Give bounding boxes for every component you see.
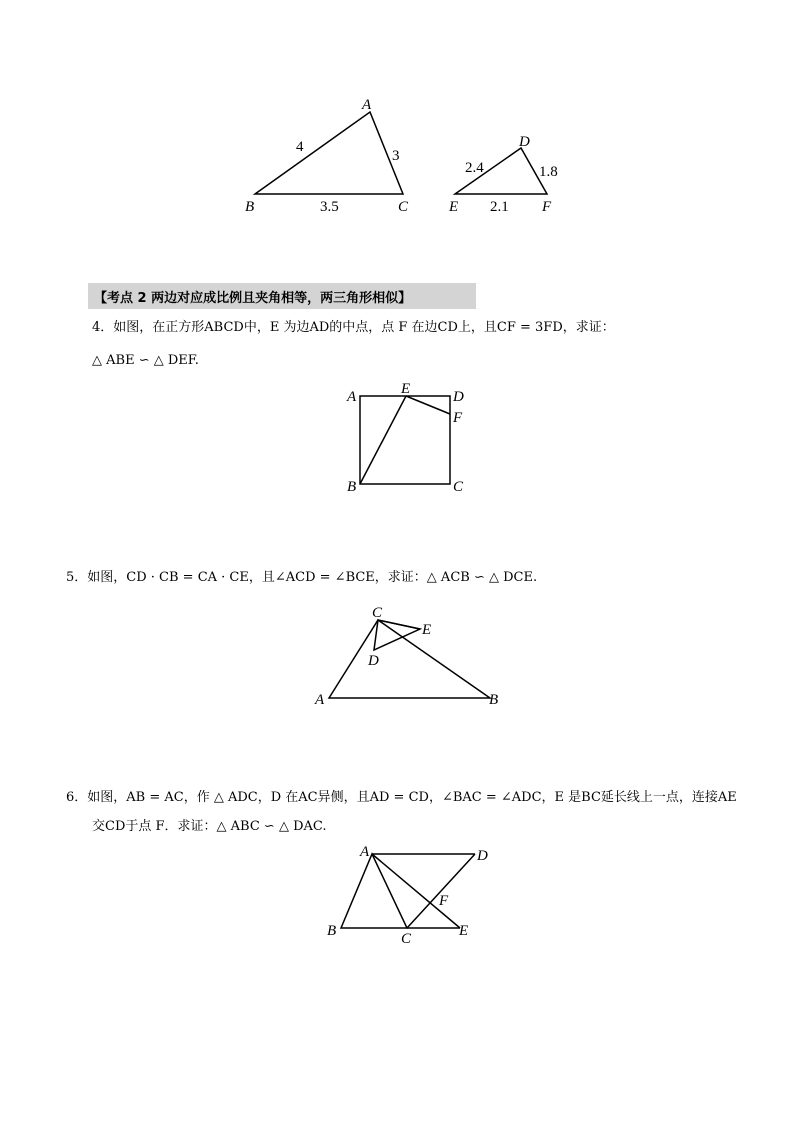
side-df-length: 1.8 xyxy=(539,164,558,180)
label-d: D xyxy=(453,389,464,405)
side-ef-length: 2.1 xyxy=(490,199,509,215)
label-a: A xyxy=(360,844,370,860)
label-f: F xyxy=(453,410,463,426)
label-c: C xyxy=(398,199,409,215)
figure-triangles-abc-dac xyxy=(320,840,490,950)
label-e: E xyxy=(422,622,432,638)
label-a: A xyxy=(315,692,325,708)
segment-ef xyxy=(406,396,450,414)
label-d: D xyxy=(519,134,530,150)
label-e: E xyxy=(449,199,459,215)
triangle-abc xyxy=(255,112,403,194)
label-c: C xyxy=(453,479,464,495)
label-c: C xyxy=(372,605,383,621)
label-b: B xyxy=(245,199,255,215)
label-d: D xyxy=(477,848,488,864)
problem-6-text-line2: 交CD于点 F．求证：△ ABC ∽ △ DAC. xyxy=(92,819,327,834)
label-d: D xyxy=(368,653,379,669)
segment-be xyxy=(360,396,406,484)
side-de-length: 2.4 xyxy=(465,160,484,176)
figure-triangle-acb xyxy=(310,600,520,710)
label-f: F xyxy=(439,893,449,909)
label-e: E xyxy=(401,381,411,397)
label-a: A xyxy=(347,389,357,405)
section-header-kaodian-2 xyxy=(88,283,476,309)
segment-cd xyxy=(407,854,475,928)
problem-4-text-line1: 4．如图，在正方形ABCD中，E 为边AD的中点，点 F 在边CD上，且CF = 3FD，求证： xyxy=(92,320,615,335)
label-e: E xyxy=(459,923,469,939)
label-f: F xyxy=(542,199,552,215)
problem-4-text-line2: △ ABE ∽ △ DEF. xyxy=(92,353,199,368)
label-b: B xyxy=(489,692,499,708)
section-title: 【考点 2 两边对应成比例且夹角相等，两三角形相似】 xyxy=(94,291,412,306)
triangle-abc xyxy=(341,854,407,928)
problem-5-text: 5．如图，CD · CB = CA · CE，且∠ACD = ∠BCE，求证：△ ACB ∽ △ DCE. xyxy=(66,570,538,585)
side-ac-length: 3 xyxy=(392,148,400,164)
problem-6-text-line1: 6．如图，AB = AC，作 △ ADC，D 在AC异侧，且AD = CD，∠BAC = ∠ADC，E 是BC延长线上一点，连接AE xyxy=(66,790,737,805)
figure-square-abcd xyxy=(340,380,480,500)
side-bc-length: 3.5 xyxy=(320,199,339,215)
label-b: B xyxy=(327,923,337,939)
side-ab-length: 4 xyxy=(296,139,304,155)
label-b: B xyxy=(347,479,357,495)
label-c: C xyxy=(401,931,412,947)
triangle-acb xyxy=(329,620,490,698)
segment-ae xyxy=(372,854,460,928)
figure-similar-triangles xyxy=(240,90,570,220)
label-a: A xyxy=(362,97,372,113)
